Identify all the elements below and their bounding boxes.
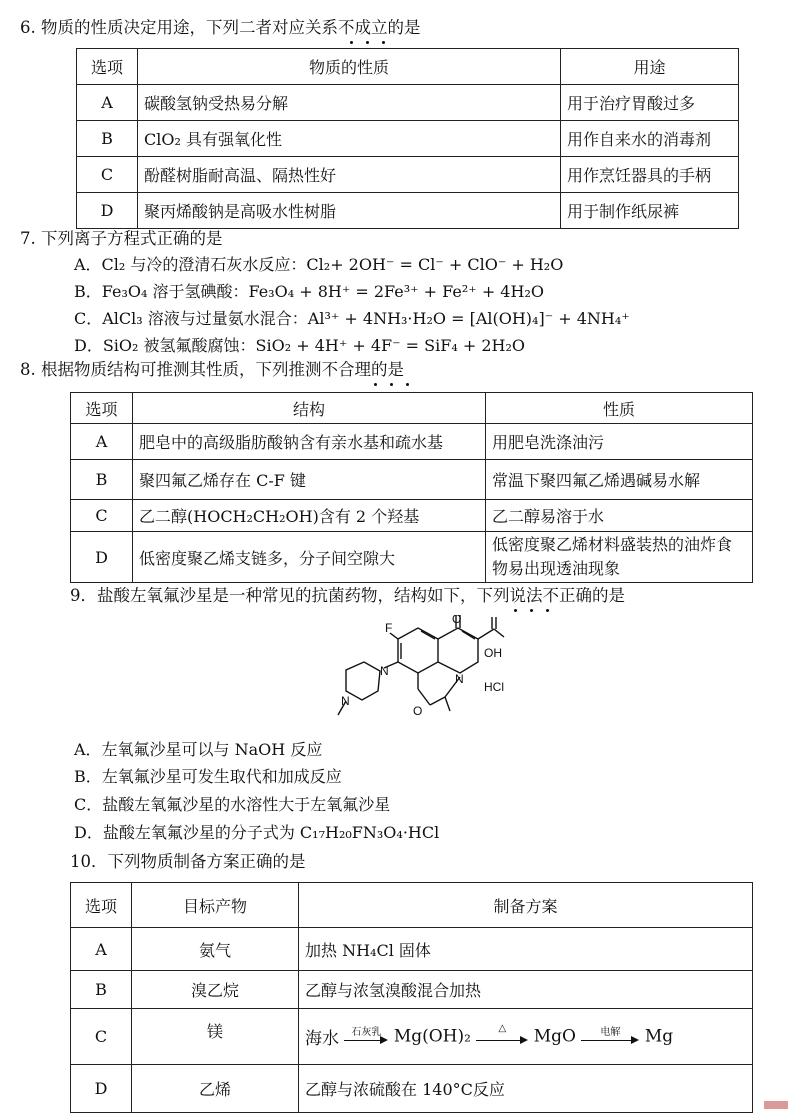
table-row: C 乙二醇(HOCH₂CH₂OH)含有 2 个羟基 乙二醇易溶于水 [71, 500, 753, 532]
magnesium-route: 海水 石灰乳 Mg(OH)₂ △ MgO 电解 Mg [299, 1009, 753, 1065]
structure-label-oh: OH [484, 646, 502, 660]
q6-header-property: 物质的性质 [138, 49, 561, 85]
q9-stem: 9．盐酸左氧氟沙星是一种常见的抗菌药物，结构如下，下列说法不正确的是 [70, 586, 625, 605]
structure-label-n-ring: N [455, 672, 464, 686]
table-row: A 碳酸氢钠受热易分解 用于治疗胃酸过多 [77, 85, 739, 121]
table-row: B 聚四氟乙烯存在 C-F 键 常温下聚四氟乙烯遇碱易水解 [71, 460, 753, 500]
q8-table [70, 392, 753, 583]
q7-option-c: C．AlCl₃ 溶液与过量氨水混合：Al³⁺ + 4NH₃·H₂O = [Al(OH)₄]⁻ + 4NH₄⁺ [74, 309, 630, 328]
q7-option-b: B．Fe₃O₄ 溶于氢碘酸：Fe₃O₄ + 8H⁺ = 2Fe³⁺ + Fe²⁺ + 4H₂O [74, 282, 544, 301]
q6-emphasis: 不成立 [338, 18, 388, 37]
q7-stem: 7. 下列离子方程式正确的是 [20, 229, 223, 248]
structure-label-hcl: HCl [484, 680, 504, 694]
structure-label-n-methyl: N [341, 694, 350, 708]
table-row: D 聚丙烯酸钠是高吸水性树脂 用于制作纸尿裤 [77, 193, 739, 229]
q9-option-c: C．盐酸左氧氟沙星的水溶性大于左氧氟沙星 [74, 795, 391, 814]
q6-header-use: 用途 [561, 49, 739, 85]
table-row: A 氨气 加热 NH₄Cl 固体 [71, 928, 753, 971]
q6-stem: 6. 物质的性质决定用途，下列二者对应关系不成立的是 [20, 18, 421, 37]
q9-emphasis: 不正确 [542, 586, 592, 605]
arrow-2: △ [476, 1027, 528, 1047]
q6-header-row [77, 49, 739, 85]
table-row: C 酚醛树脂耐高温、隔热性好 用作烹饪器具的手柄 [77, 157, 739, 193]
q10-table [70, 882, 753, 1113]
q6-table [76, 48, 739, 229]
q10-stem: 10．下列物质制备方案正确的是 [70, 852, 306, 871]
q9-option-d: D．盐酸左氧氟沙星的分子式为 C₁₇H₂₀FN₃O₄·HCl [74, 823, 440, 842]
arrow-3: 电解 [581, 1027, 639, 1047]
q8-stem: 8. 根据物质结构可推测其性质，下列推测不合理的是 [20, 360, 404, 379]
q7-option-a: A．Cl₂ 与冷的澄清石灰水反应：Cl₂+ 2OH⁻ = Cl⁻ + ClO⁻ + H₂O [74, 255, 564, 274]
structure-label-o-ring: O [413, 704, 423, 718]
table-row: D 乙烯 乙醇与浓硫酸在 140°C反应 [71, 1065, 753, 1113]
table-row: D 低密度聚乙烯支链多，分子间空隙大 低密度聚乙烯材料盛装热的油炸食物易出现透油现象 [71, 532, 753, 583]
q6-header-option: 选项 [77, 49, 138, 85]
table-row: C 镁 海水 石灰乳 Mg(OH)₂ △ MgO 电解 Mg [71, 1009, 753, 1065]
q8-emphasis: 不合理 [321, 360, 371, 379]
levofloxacin-structure [300, 615, 520, 730]
table-row: B ClO₂ 具有强氧化性 用作自来水的消毒剂 [77, 121, 739, 157]
q8-header-row: 选项 结构 性质 [71, 393, 753, 424]
structure-label-o-keto: O [452, 615, 462, 626]
q10-header-row: 选项 目标产物 制备方案 [71, 883, 753, 928]
table-row: A 肥皂中的高级脂肪酸钠含有亲水基和疏水基 用肥皂洗涤油污 [71, 424, 753, 460]
structure-label-n-piperazine: N [380, 664, 389, 678]
structure-label-f: F [385, 621, 393, 635]
arrow-1: 石灰乳 [344, 1027, 388, 1047]
q9-option-b: B．左氧氟沙星可发生取代和加成反应 [74, 767, 342, 786]
q9-option-a: A．左氧氟沙星可以与 NaOH 反应 [74, 740, 323, 759]
scan-mark [764, 1101, 788, 1109]
q7-option-d: D．SiO₂ 被氢氟酸腐蚀：SiO₂ + 4H⁺ + 4F⁻ = SiF₄ + 2H₂O [74, 336, 526, 355]
table-row: B 溴乙烷 乙醇与浓氢溴酸混合加热 [71, 971, 753, 1009]
